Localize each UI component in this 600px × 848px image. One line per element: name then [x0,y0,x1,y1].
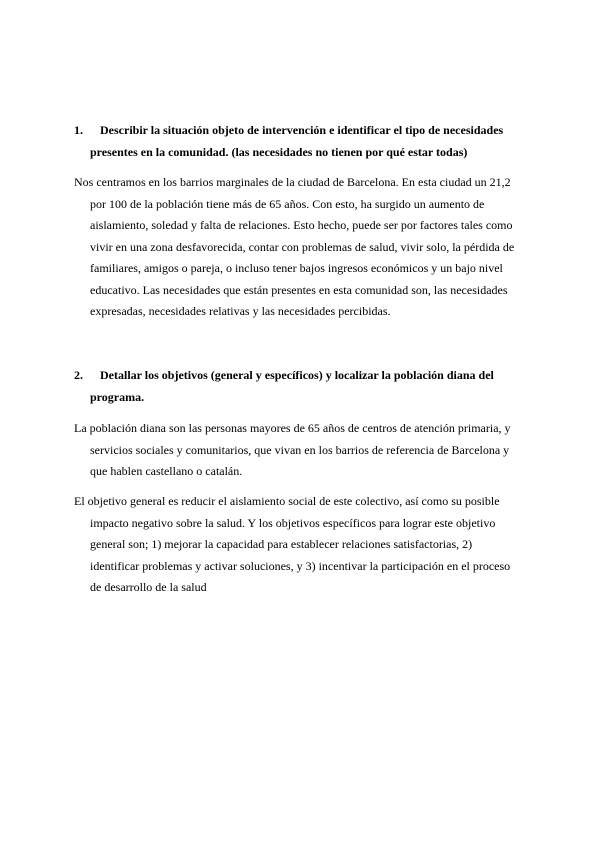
paragraph-line: identificar problemas y activar soluciones, y 3) incentivar la participación en el proceso [90,558,511,573]
paragraph-situation [74,172,522,323]
paragraph-line: aislamiento, soledad y falta de relaciones. Esto hecho, puede ser por factores tales como [90,218,513,232]
paragraph-line: El objetivo general es reducir el aislamiento social de este colectivo, así como su posible [74,494,500,508]
section-1-heading [74,119,514,163]
paragraph-line: vivir en una zona desfavorecida, contar con problemas de salud, vivir solo, la pérdida de [90,239,515,254]
section-2-heading-line-2: programa. [90,390,145,404]
paragraph-objectives [74,491,522,599]
paragraph-line: familiares, amigos o pareja, o incluso tener bajos ingresos económicos y un bajo nivel [90,261,503,275]
paragraph-line: Nos centramos en los barrios marginales de la ciudad de Barcelona. En esta ciudad un 21,2 [74,175,511,189]
paragraph-target-population [74,418,522,483]
paragraph-line: La población diana son las personas mayores de 65 años de centros de atención primaria, y [74,421,511,435]
paragraph-line: por 100 de la población tiene más de 65 años. Con esto, ha surgido un aumento de [90,196,485,211]
paragraph-line: general son; 1) mejorar la capacidad para establecer relaciones satisfactorias, 2) [90,537,473,551]
paragraph-line: que hablen castellano o catalán. [90,464,243,478]
section-1-heading-line-2: presentes en la comunidad. (las necesidades no tienen por qué estar todas) [90,145,468,159]
section-1-number: 1. [74,123,83,137]
paragraph-line: impacto negativo sobre la salud. Y los objetivos específicos para lograr este objetivo [90,515,496,530]
paragraph-line: de desarrollo de la salud [90,580,207,594]
section-2-number: 2. [74,368,83,382]
section-1-heading-line-1: Describir la situación objeto de intervención e identificar el tipo de necesidades [100,123,504,137]
section-2-heading-line-1: Detallar los objetivos (general y específicos) y localizar la población diana del [100,368,494,382]
section-2-heading [74,364,514,408]
paragraph-line: educativo. Las necesidades que están presentes en esta comunidad son, las necesidades [90,282,508,297]
paragraph-line: servicios sociales y comunitarios, que vivan en los barrios de referencia de Barcelona y [90,442,510,457]
paragraph-line: expresadas, necesidades relativas y las necesidades percibidas. [90,304,391,318]
